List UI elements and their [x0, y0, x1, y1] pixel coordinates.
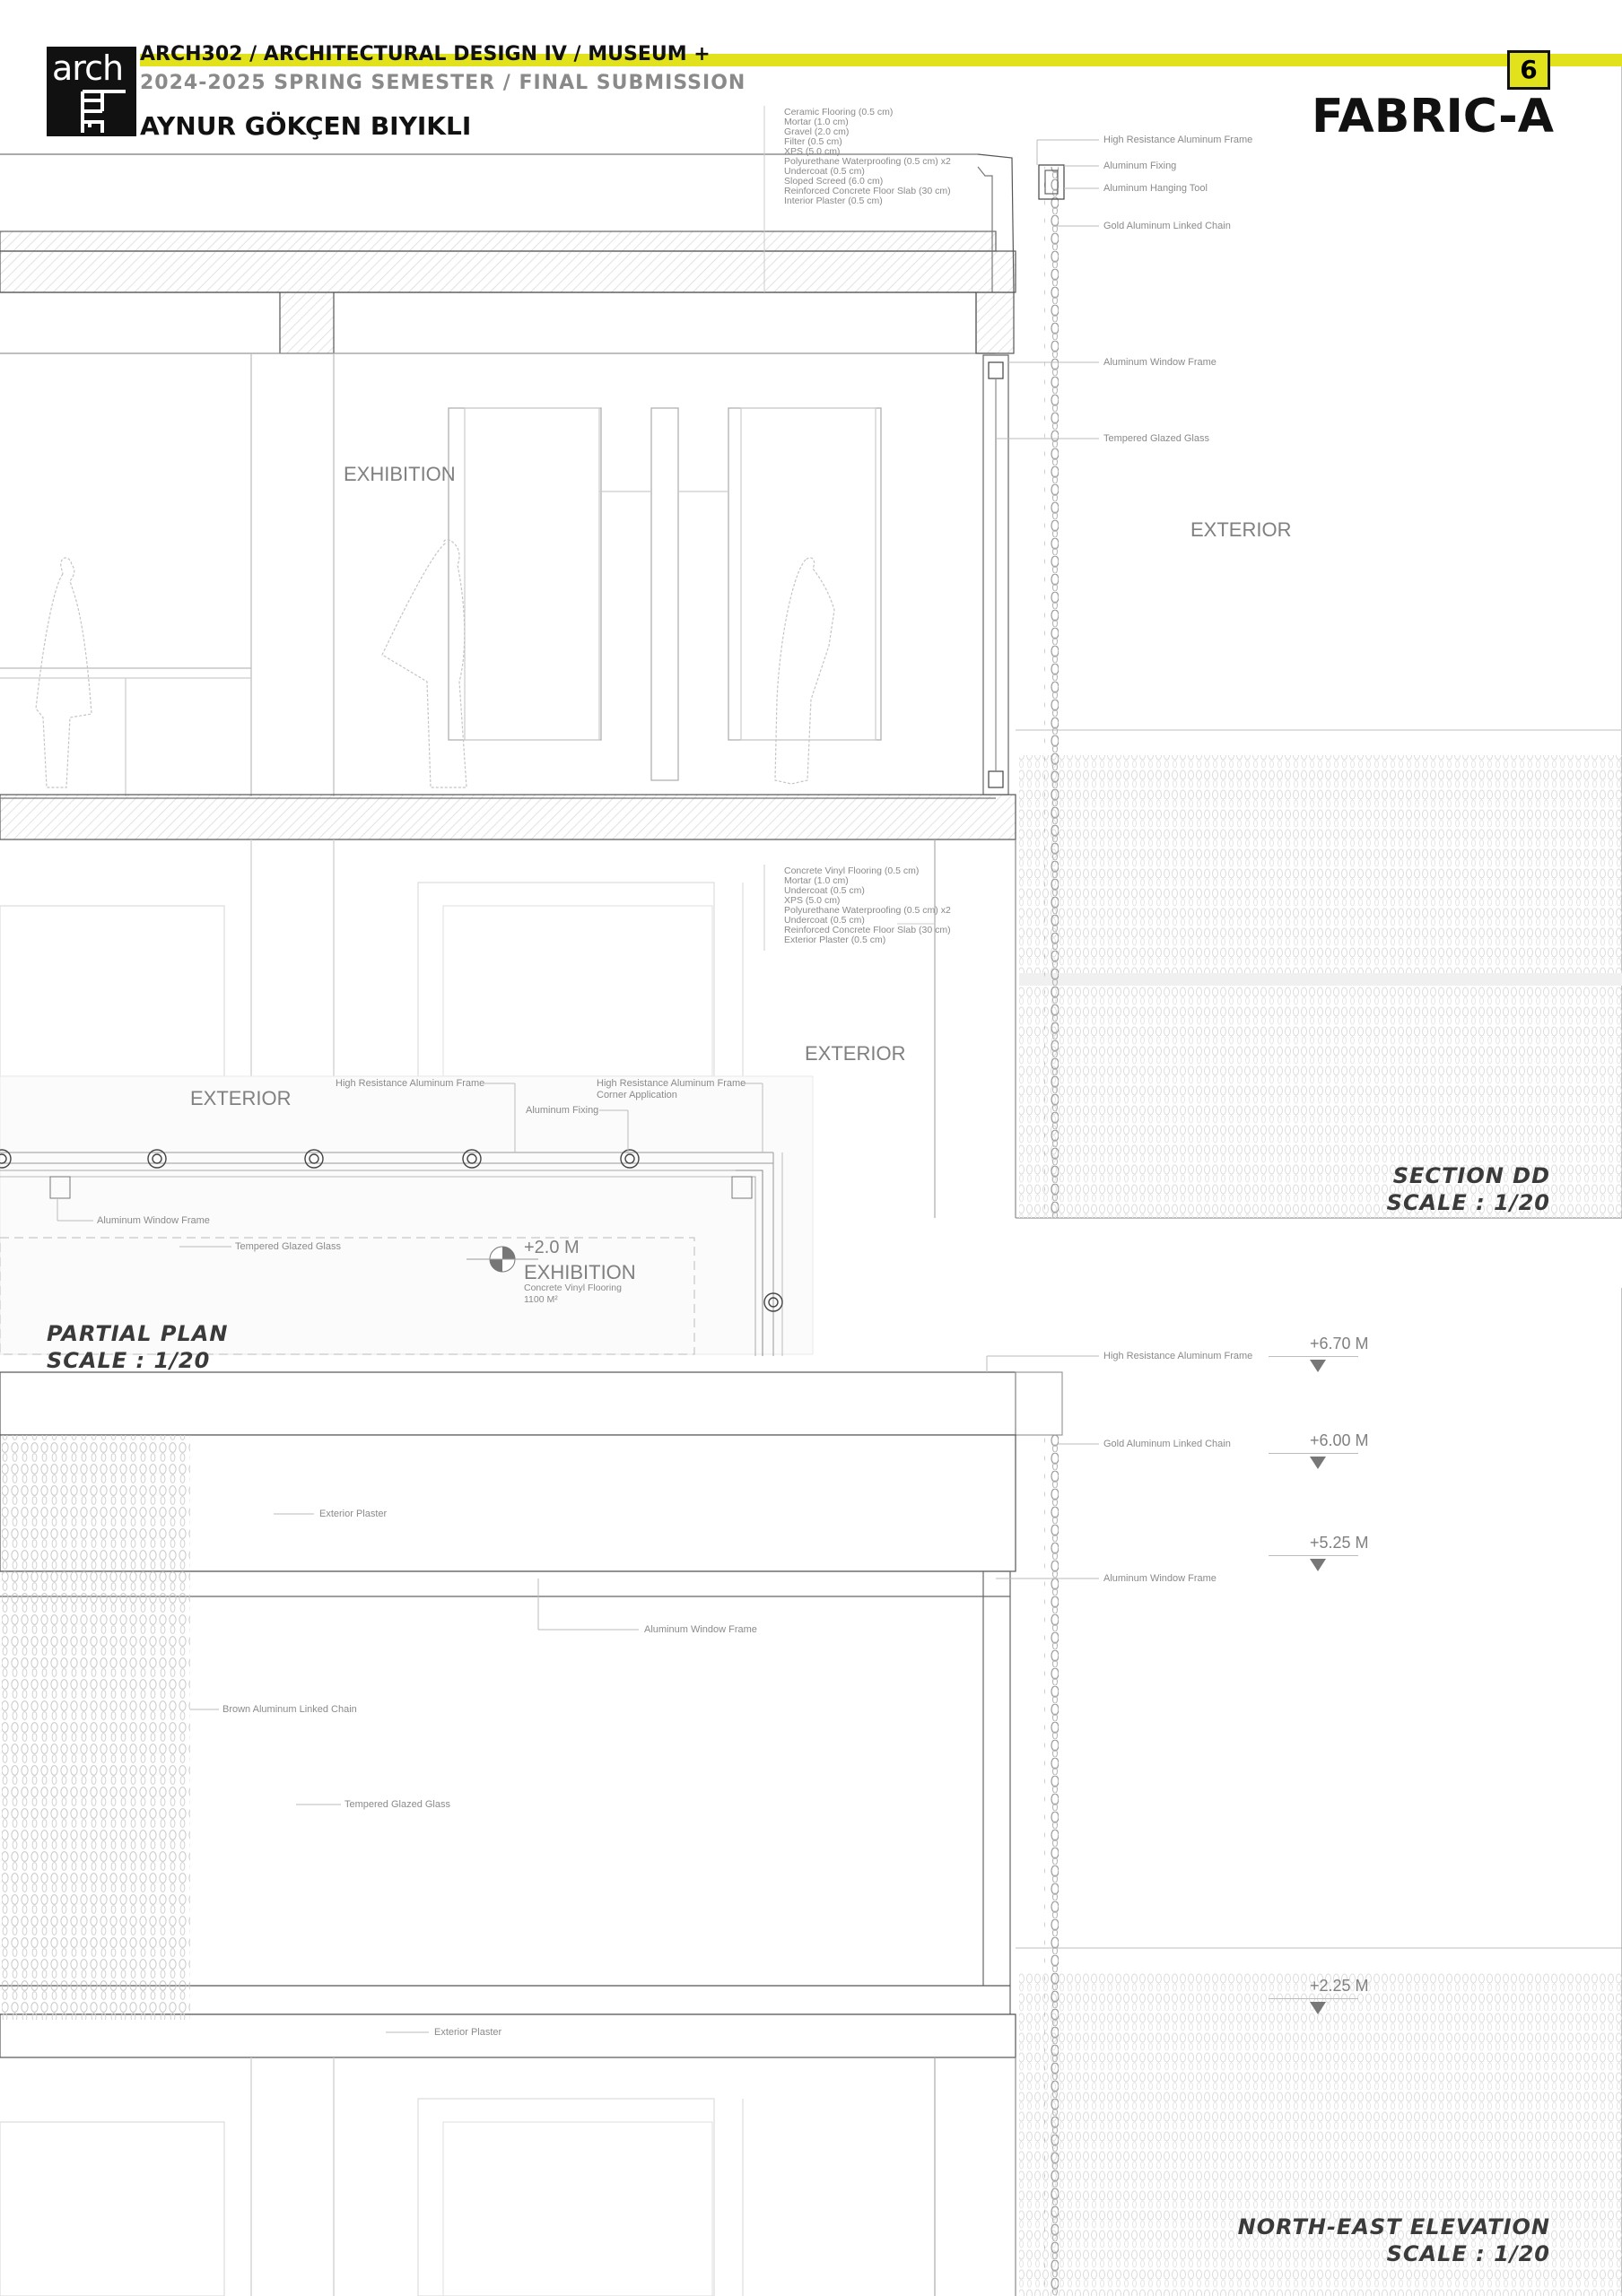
floor-layer: XPS (5.0 cm) [784, 895, 841, 906]
plan-room-name: EXHIBITION [524, 1261, 636, 1283]
elevation-title-block [1238, 2213, 1550, 2267]
floor-layer: Concrete Vinyl Flooring (0.5 cm) [784, 865, 920, 876]
floor-layer: Undercoat (0.5 cm) [784, 915, 865, 926]
elev-label-gold-chain: Gold Aluminum Linked Chain [1103, 1439, 1231, 1449]
plan-label-glass: Tempered Glazed Glass [235, 1241, 341, 1252]
label-aluminum-fixing: Aluminum Fixing [1103, 161, 1177, 171]
label-tempered-glass: Tempered Glazed Glass [1103, 433, 1209, 444]
plan-title: PARTIAL PLAN [47, 1321, 229, 1346]
floor-layer: Mortar (1.0 cm) [784, 875, 849, 886]
plan-label-frame: High Resistance Aluminum Frame [336, 1078, 485, 1089]
semester-title: 2024-2025 SPRING SEMESTER / FINAL SUBMISSION [140, 72, 746, 94]
label-window-frame: Aluminum Window Frame [1103, 357, 1216, 368]
plan-scale: SCALE : 1/20 [47, 1348, 211, 1373]
logo-wordmark: arch [52, 48, 124, 88]
elev-label-window-2: Aluminum Window Frame [644, 1624, 757, 1635]
plan-label-frame-corner-2: Corner Application [597, 1090, 677, 1100]
floor-layer: Undercoat (0.5 cm) [784, 885, 865, 896]
floor-layer: Reinforced Concrete Floor Slab (30 cm) [784, 925, 951, 935]
plan-area: 1100 M² [524, 1294, 558, 1305]
plan-exterior-label: EXTERIOR [190, 1087, 292, 1109]
roof-layer: Undercoat (0.5 cm) [784, 166, 865, 177]
room-label-exhibition: EXHIBITION [344, 463, 456, 485]
room-label-exterior: EXTERIOR [1190, 518, 1292, 541]
roof-layer: Gravel (2.0 cm) [784, 126, 850, 137]
roof-layer: Reinforced Concrete Floor Slab (30 cm) [784, 186, 951, 196]
course-title: ARCH302 / ARCHITECTURAL DESIGN IV / MUSEUM + [140, 43, 711, 65]
level-marker-525: +5.25 M [1310, 1534, 1369, 1552]
author-name: AYNUR GÖKÇEN BIYIKLI [140, 111, 472, 141]
floor-layer: Polyurethane Waterproofing (0.5 cm) x2 [784, 905, 951, 916]
level-triangle-icon [1310, 1457, 1326, 1469]
label-high-resistance-frame: High Resistance Aluminum Frame [1103, 135, 1253, 145]
level-line [1269, 1555, 1358, 1556]
roof-layer: Filter (0.5 cm) [784, 136, 842, 147]
level-triangle-icon [1310, 1559, 1326, 1571]
plan-label-fixing: Aluminum Fixing [526, 1105, 599, 1116]
elev-label-glass: Tempered Glazed Glass [344, 1799, 450, 1810]
elev-label-exterior-plaster: Exterior Plaster [319, 1509, 388, 1519]
roof-layer: Mortar (1.0 cm) [784, 117, 849, 127]
level-triangle-icon [1310, 2002, 1326, 2014]
elev-label-frame: High Resistance Aluminum Frame [1103, 1351, 1253, 1361]
roof-layer: Interior Plaster (0.5 cm) [784, 196, 883, 206]
plan-level: +2.0 M [524, 1238, 580, 1257]
level-line [1269, 1998, 1358, 1999]
sheet-title: FABRIC-A [1311, 90, 1554, 144]
section-scale: SCALE : 1/20 [1386, 1190, 1550, 1215]
elev-label-window: Aluminum Window Frame [1103, 1573, 1216, 1584]
elev-label-exterior-plaster-2: Exterior Plaster [434, 2027, 502, 2038]
level-marker-225: +2.25 M [1310, 1977, 1369, 1995]
level-marker-670: +6.70 M [1310, 1335, 1369, 1352]
plan-title-block [47, 1320, 228, 1374]
page-number: 6 [1507, 50, 1550, 90]
elev-label-brown-chain: Brown Aluminum Linked Chain [222, 1704, 357, 1715]
plan-floor-type: Concrete Vinyl Flooring [524, 1283, 622, 1293]
level-triangle-icon [1310, 1360, 1326, 1372]
section-title-block [1387, 1162, 1550, 1216]
label-gold-chain: Gold Aluminum Linked Chain [1103, 221, 1231, 231]
level-marker-600: +6.00 M [1310, 1431, 1369, 1449]
roof-layer: Ceramic Flooring (0.5 cm) [784, 107, 894, 117]
human-figures [36, 540, 834, 787]
roof-layer-list [784, 108, 951, 206]
plan-label-window: Aluminum Window Frame [97, 1215, 210, 1226]
roof-layer: Sloped Screed (6.0 cm) [784, 176, 884, 187]
floor-layer-list [784, 866, 951, 945]
roof-layer: XPS (5.0 cm) [784, 146, 841, 157]
arch-logo [47, 47, 136, 136]
floor-layer: Exterior Plaster (0.5 cm) [784, 935, 886, 945]
label-hanging-tool: Aluminum Hanging Tool [1103, 183, 1208, 194]
section-title: SECTION DD [1392, 1163, 1550, 1188]
roof-layer: Polyurethane Waterproofing (0.5 cm) x2 [784, 156, 951, 167]
elevation-drawing [0, 1288, 1622, 2296]
logo-glyph-icon [47, 47, 136, 136]
plan-label-frame-corner-1: High Resistance Aluminum Frame [597, 1078, 746, 1089]
elevation-scale: SCALE : 1/20 [1386, 2241, 1550, 2266]
level-line [1269, 1453, 1358, 1454]
room-label-exterior-lower: EXTERIOR [805, 1042, 906, 1065]
level-line [1269, 1356, 1358, 1357]
elevation-title: NORTH-EAST ELEVATION [1237, 2214, 1550, 2239]
